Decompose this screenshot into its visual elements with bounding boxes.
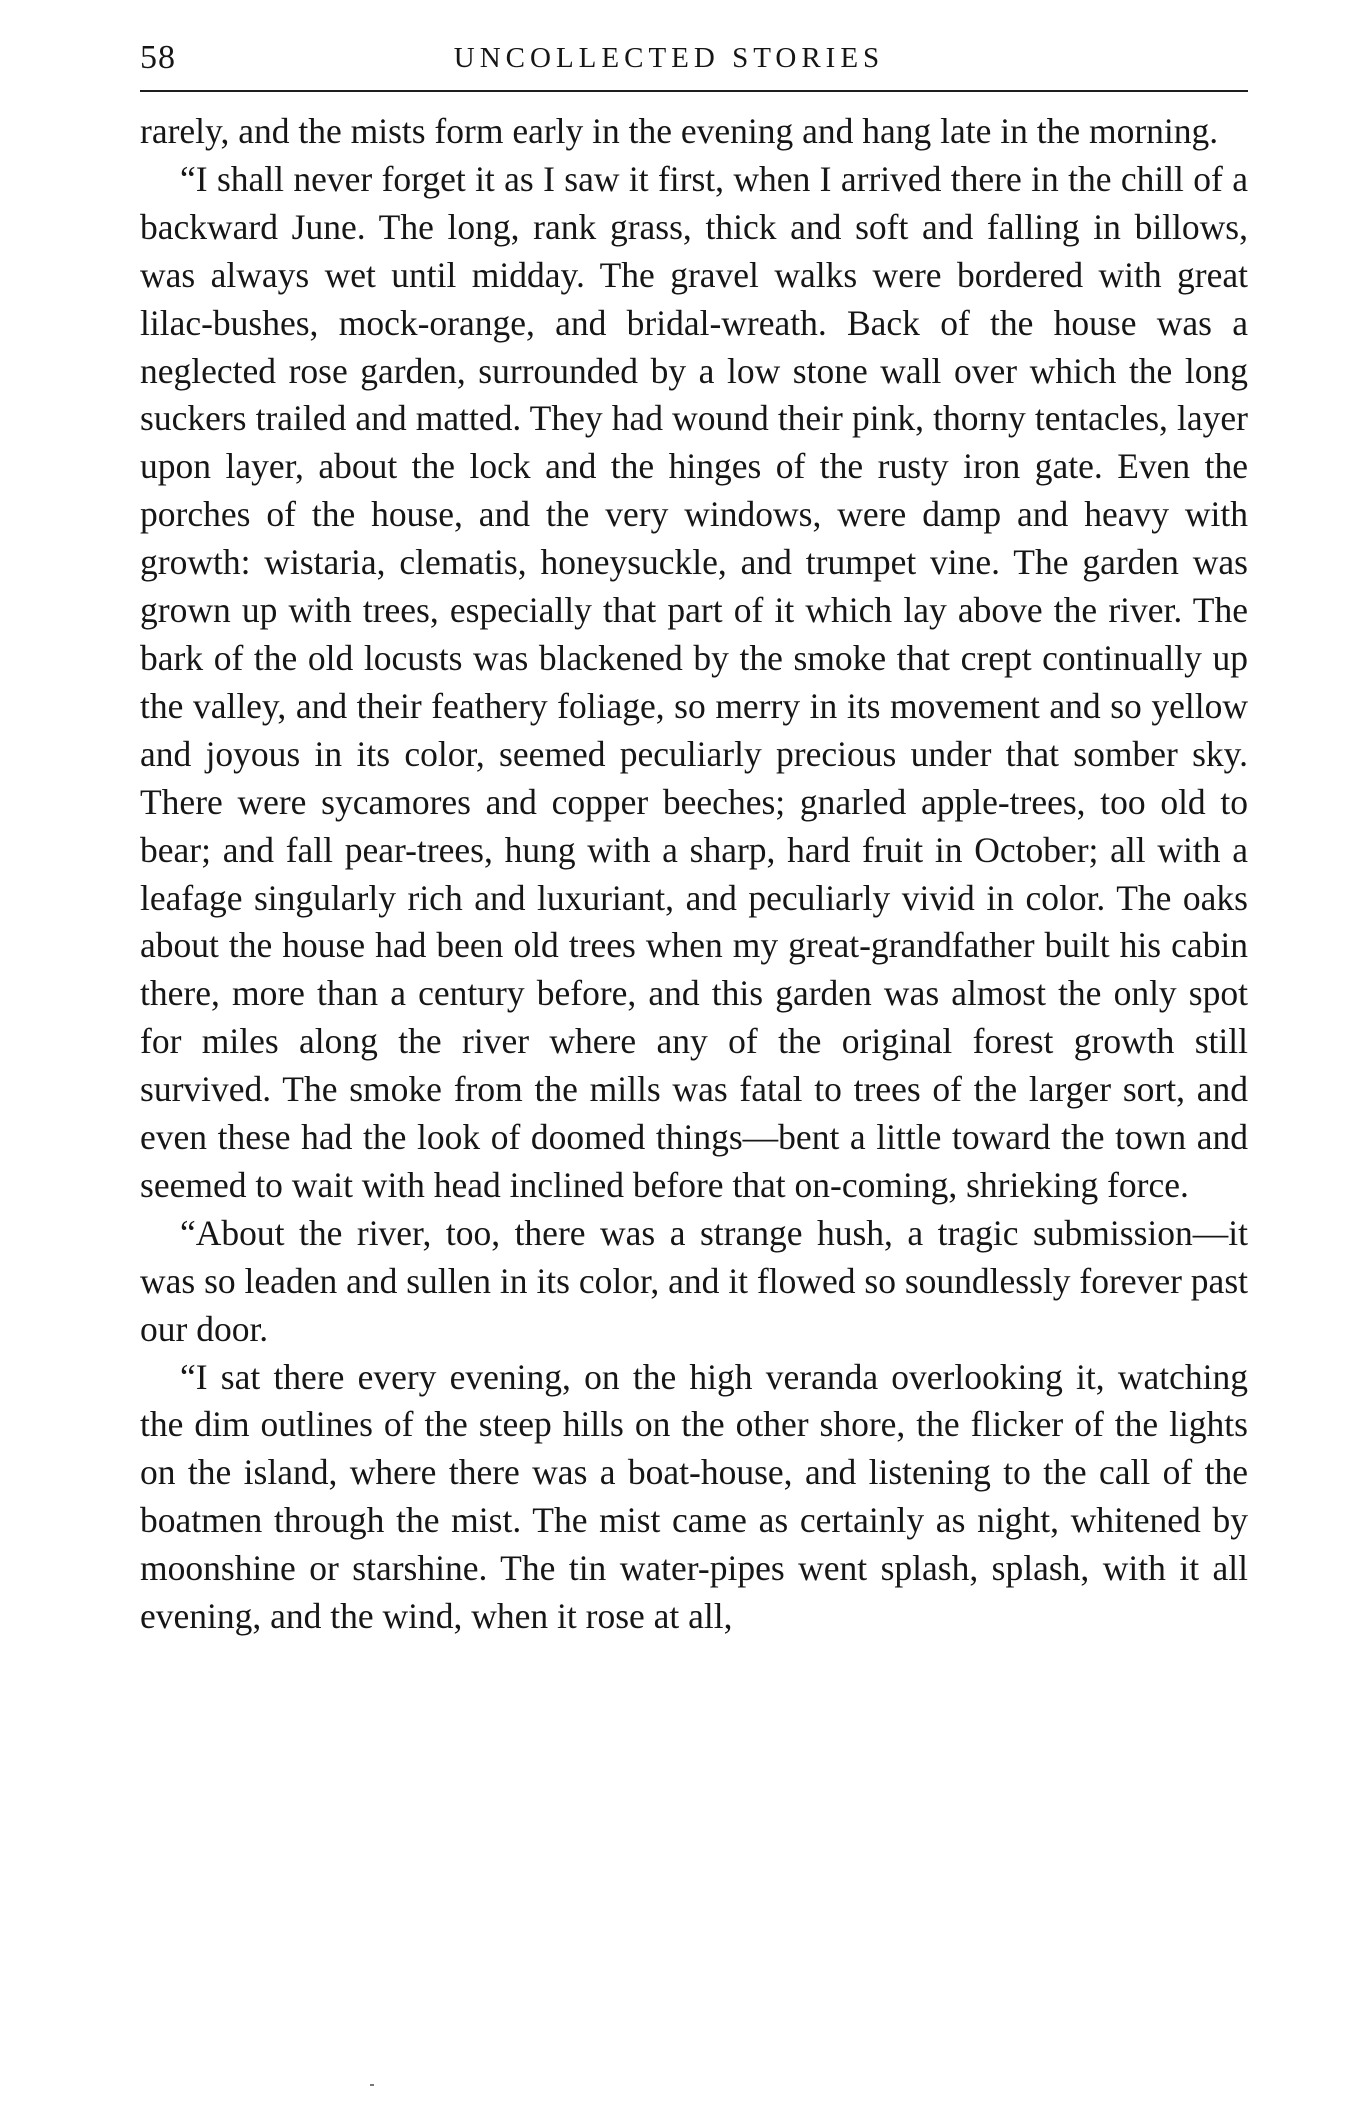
book-page — [140, 36, 1248, 1641]
paragraph: “I sat there every evening, on the high veranda overlooking it, watching the dim outlines of the steep hills on the other shore, the flicker of the lights on the island, where there was a boat-house, and listening to the call of the boatmen through the mist. The mist came as certainly as night, whitened by moonshine or starshine. The tin water-pipes went splash, splash, with it all evening, and the wind, when it rose at all, — [140, 1356, 1248, 1637]
header-rule — [140, 90, 1248, 92]
scan-speck — [370, 2084, 374, 2086]
running-header — [140, 36, 1248, 80]
body-text — [140, 108, 1248, 1641]
paragraph: “About the river, too, there was a strange hush, a tragic submission—it was so leaden and sullen in its color, and it flowed so soundlessly forever past our door. — [140, 1212, 1248, 1349]
paragraph: “I shall never forget it as I saw it first, when I arrived there in the chill of a backward June. The long, rank grass, thick and soft and falling in billows, was always wet until midday. The gravel walks were bordered with great lilac-bushes, mock-orange, and bridal-wreath. Back of the house was a neglected rose garden, surrounded by a low stone wall over which the long suckers trailed and matted. They had wound their pink, thorny tentacles, layer upon layer, about the lock and the hinges of the rusty iron gate. Even the porches of the house, and the very windows, were damp and heavy with growth: wistaria, clematis, honeysuckle, and trumpet vine. The garden was grown up with trees, especially that part of it which lay above the river. The bark of the old locusts was blackened by the smoke that crept continually up the valley, and their feathery foliage, so merry in its movement and so yellow and joyous in its color, seemed peculiarly precious under that somber sky. There were sycamores and copper beeches; gnarled apple-trees, too old to bear; and fall pear-trees, hung with a sharp, hard fruit in October; all with a leafage singularly rich and luxuriant, and peculiarly vivid in color. The oaks about the house had been old trees when my great-grandfather built his cabin there, more than a century before, and this garden was almost the only spot for miles along the river where any of the original forest growth still survived. The smoke from the mills was fatal to trees of the larger sort, and even these had the look of doomed things—bent a little toward the town and seemed to wait with head inclined before that on-coming, shrieking force. — [140, 158, 1248, 1205]
page-number: 58 — [140, 39, 176, 76]
paragraph-continued: rarely, and the mists form early in the evening and hang late in the morning. — [140, 111, 1219, 151]
running-title: UNCOLLECTED STORIES — [453, 42, 885, 74]
